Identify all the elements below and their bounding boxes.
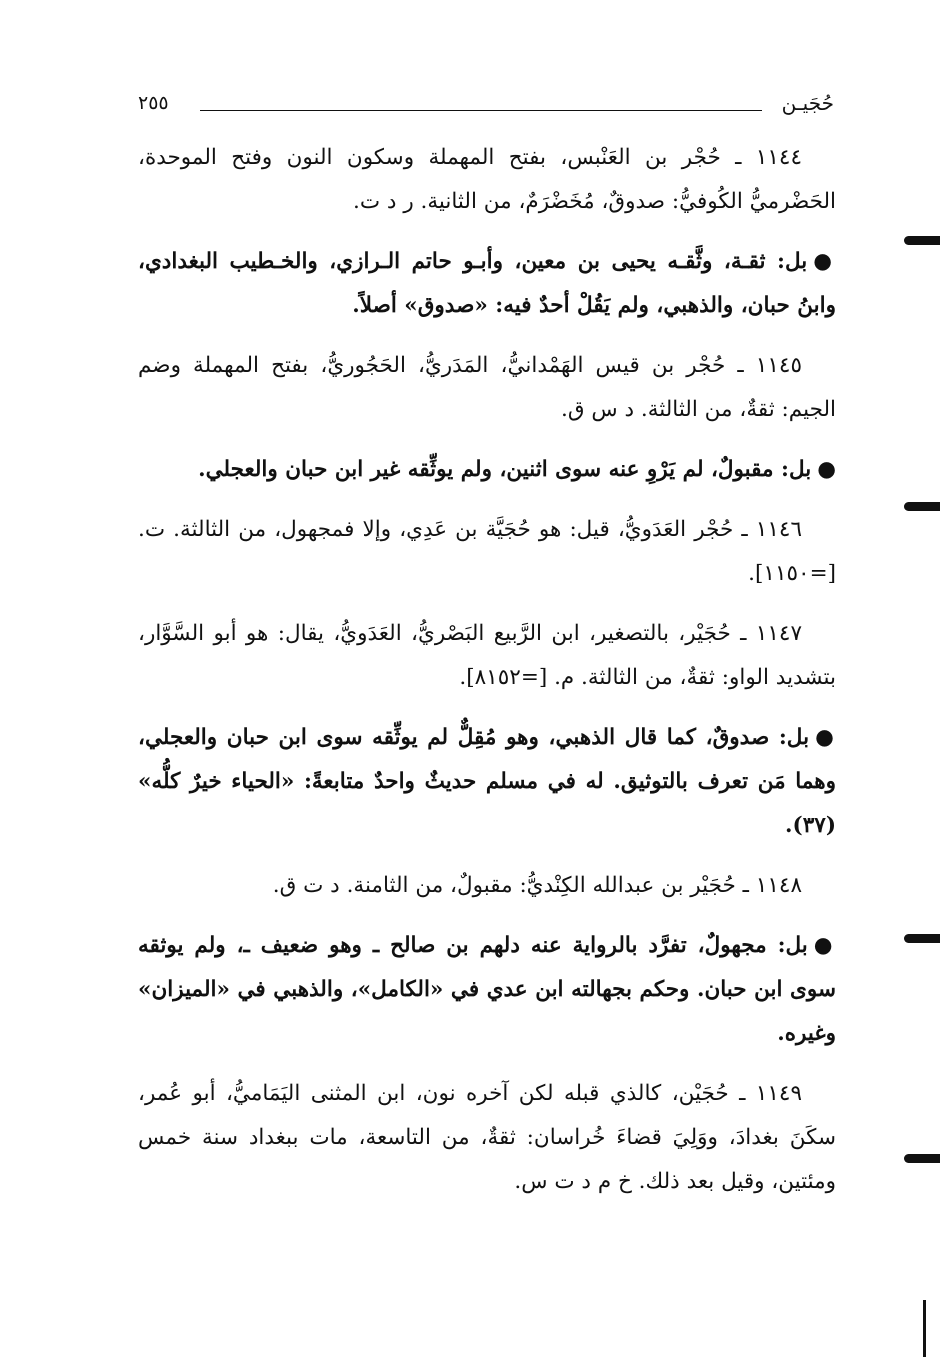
margin-mark xyxy=(904,502,940,511)
entry-paragraph xyxy=(138,136,836,224)
paragraph-text: ١١٤٧ ـ حُجَيْر، بالتصغير، ابن الرَّبيع البَصْريُّ، العَدَويُّ، يقال: هو أبو السَّوَّار، بتشديد الواو: ثقةٌ، من الثالثة. م. [=٨١٥٢]. xyxy=(138,621,836,690)
comment-paragraph xyxy=(138,448,836,492)
page-number: ٢٥٥ xyxy=(138,92,169,114)
page-edge-mark xyxy=(923,1300,926,1357)
paragraph-text: بل: مقبولٌ، لم يَرْوِ عنه سوى اثنين، ولم يوثِّقه غير ابن حبان والعجلي. xyxy=(198,457,812,482)
paragraph-text: ١١٤٦ ـ حُجْر العَدَويُّ، قيل: هو حُجَيَّة بن عَدِي، وإلا فمجهول، من الثالثة. ت. [=١١٥٠]. xyxy=(138,517,836,586)
margin-mark xyxy=(904,1154,940,1163)
comment-paragraph xyxy=(138,240,836,328)
comment-paragraph xyxy=(138,924,836,1056)
entries-body xyxy=(138,136,836,1220)
paragraph-text: ١١٤٤ ـ حُجْر بن العَنْبس، بفتح المهملة وسكون النون وفتح الموحدة، الحَضْرميُّ الكُوفيُّ: صدوقٌ، مُخَضْرَمٌ، من الثانية. ر د ت. xyxy=(138,145,836,214)
margin-mark xyxy=(904,934,940,943)
paragraph-text: بل: ثقـة، وثَّقـه يحيى بن معين، وأبـو حاتم الـرازي، والخـطيب البغدادي، وابنُ حبان، والذهبي، ولم يَقُلْ أحدٌ فيه: «صدوق» أصلاً. xyxy=(138,249,836,318)
entry-paragraph xyxy=(138,864,836,908)
header-rule xyxy=(200,110,762,111)
entry-paragraph xyxy=(138,344,836,432)
bullet-icon: ● xyxy=(813,249,836,274)
bullet-icon: ● xyxy=(817,457,836,482)
comment-paragraph xyxy=(138,716,836,848)
bullet-icon: ● xyxy=(815,725,836,750)
paragraph-text: بل: مجهولٌ، تفرَّد بالرواية عنه دلهم بن صالح ـ وهو ضعيف ـ، ولم يوثقه سوى ابن حبان. وحكم بجهالته ابن عدي في «الكامل»، والذهبي في «الميزان» وغيره. xyxy=(138,933,836,1046)
margin-mark xyxy=(904,236,940,245)
bullet-icon: ● xyxy=(813,933,836,958)
entry-paragraph xyxy=(138,508,836,596)
paragraph-text: بل: صدوقٌ، كما قال الذهبي، وهو مُقِلٌّ لم يوثِّقه سوى ابن حبان والعجلي، وهما مَن تعرف بالتوثيق. له في مسلم حديثٌ واحدٌ متابعةً: «الحياء خيرٌ كلُّه» (٣٧). xyxy=(138,725,836,838)
entry-paragraph xyxy=(138,1072,836,1204)
paragraph-text: ١١٤٥ ـ حُجْر بن قيس الهَمْدانيُّ، المَدَريُّ، الحَجُوريُّ، بفتح المهملة وضم الجيم: ثقةٌ، من الثالثة. د س ق. xyxy=(138,353,836,422)
entry-paragraph xyxy=(138,612,836,700)
running-title: حُجَيـن xyxy=(781,91,834,115)
paragraph-text: ١١٤٨ ـ حُجَيْر بن عبدالله الكِنْديُّ: مقبولٌ، من الثامنة. د ت ق. xyxy=(272,873,802,898)
paragraph-text: ١١٤٩ ـ حُجَيْن، كالذي قبله لكن آخره نون، ابن المثنى اليَمَاميُّ، أبو عُمر، سكَنَ بغدادَ، ووَلِيَ قضاءَ خُراسان: ثقةٌ، من التاسعة، مات ببغداد سنة خمس ومئتين، وقيل بعد ذلك. خ م د ت س. xyxy=(138,1081,836,1194)
page-header xyxy=(138,88,834,122)
